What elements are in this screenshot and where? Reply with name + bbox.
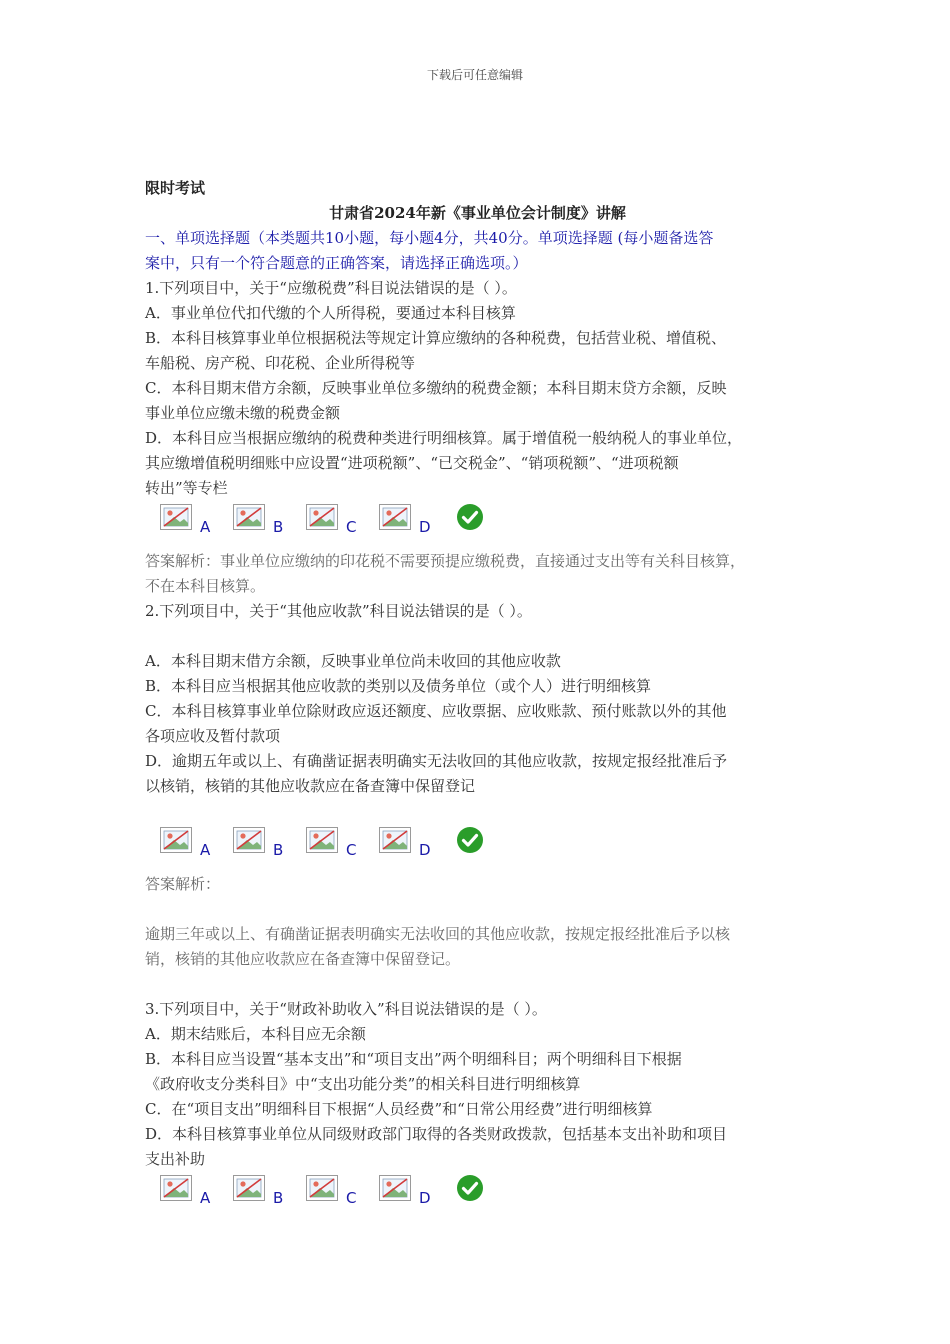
answer-option-c[interactable] bbox=[306, 1172, 366, 1210]
answer-option-d[interactable] bbox=[379, 501, 439, 539]
option-c-text: C．在“项目支出”明细科目下根据“人员经费”和“日常公用经费”进行明细核算 bbox=[145, 1100, 653, 1118]
answer-option-label: B bbox=[273, 518, 284, 536]
answer-option-d[interactable] bbox=[379, 1172, 439, 1210]
check-circle-icon bbox=[456, 1174, 484, 1206]
option-c-text-cont: 各项应收及暂付款项 bbox=[145, 727, 281, 745]
option-d-text-cont: 支出补助 bbox=[145, 1150, 206, 1168]
answer-option-a[interactable] bbox=[160, 824, 220, 862]
answer-option-label: D bbox=[419, 1189, 431, 1207]
answer-explanation-label: 答案解析： bbox=[145, 875, 221, 893]
answer-option-label: C bbox=[346, 841, 357, 859]
answer-explanation: 逾期三年或以上、有确凿证据表明确实无法收回的其他应收款，按规定报经批准后予以核 bbox=[145, 925, 731, 943]
answer-option-a[interactable] bbox=[160, 501, 220, 539]
option-d-text-cont: 其应缴增值税明细账中应设置“进项税额”、“已交税金”、“销项税额”、“进项税额 bbox=[145, 454, 679, 472]
answer-option-label: B bbox=[273, 1189, 284, 1207]
broken-image-icon bbox=[379, 504, 411, 534]
section-heading-line2: 案中，只有一个符合题意的正确答案，请选择正确选项。） bbox=[145, 254, 528, 272]
answer-option-label: A bbox=[200, 841, 211, 859]
answer-explanation-cont: 不在本科目核算。 bbox=[145, 577, 266, 595]
answer-option-c[interactable] bbox=[306, 501, 366, 539]
option-b-text: B．本科目应当根据其他应收款的类别以及债务单位（或个人）进行明细核算 bbox=[145, 677, 652, 695]
question-stem: 2.下列项目中，关于“其他应收款”科目说法错误的是（ ）。 bbox=[145, 602, 532, 620]
question-stem: 1.下列项目中，关于“应缴税费”科目说法错误的是（ ）。 bbox=[145, 279, 517, 297]
answer-option-label: D bbox=[419, 841, 431, 859]
option-b-text: B．本科目核算事业单位根据税法等规定计算应缴纳的各种税费，包括营业税、增值税、 bbox=[145, 329, 727, 347]
answer-option-b[interactable] bbox=[233, 1172, 293, 1210]
option-a-text: A．本科目期末借方余额，反映事业单位尚未收回的其他应收款 bbox=[145, 652, 561, 670]
answer-option-label: C bbox=[346, 518, 357, 536]
header-note: 下载后可任意编辑 bbox=[426, 68, 523, 82]
broken-image-icon bbox=[233, 827, 265, 857]
answer-row bbox=[160, 501, 810, 539]
broken-image-icon bbox=[379, 827, 411, 857]
option-c-text-cont: 事业单位应缴未缴的税费金额 bbox=[145, 404, 341, 422]
answer-option-a[interactable] bbox=[160, 1172, 220, 1210]
answer-option-b[interactable] bbox=[233, 824, 293, 862]
option-b-text-cont: 车船税、房产税、印花税、企业所得税等 bbox=[145, 354, 416, 372]
question-2 bbox=[145, 599, 810, 997]
answer-explanation-cont: 销，核销的其他应收款应在备查簿中保留登记。 bbox=[145, 950, 461, 968]
check-circle-icon bbox=[456, 503, 484, 535]
option-c-text: C．本科目核算事业单位除财政应返还额度、应收票据、应收账款、预付账款以外的其他 bbox=[145, 702, 727, 720]
broken-image-icon bbox=[160, 504, 192, 534]
broken-image-icon bbox=[160, 1175, 192, 1205]
answer-option-label: B bbox=[273, 841, 284, 859]
answer-option-d[interactable] bbox=[379, 824, 439, 862]
option-d-text-cont: 以核销，核销的其他应收款应在备查簿中保留登记 bbox=[145, 777, 476, 795]
question-stem: 3.下列项目中，关于“财政补助收入”科目说法错误的是（ ）。 bbox=[145, 1000, 547, 1018]
answer-option-c[interactable] bbox=[306, 824, 366, 862]
broken-image-icon bbox=[306, 1175, 338, 1205]
section-heading-line1: 一、单项选择题（本类题共10小题，每小题4分，共40分。单项选择题 (每小题备选答 bbox=[145, 229, 714, 247]
option-d-text: D．本科目应当根据应缴纳的税费种类进行明细核算。属于增值税一般纳税人的事业单位， bbox=[145, 429, 743, 447]
broken-image-icon bbox=[233, 1175, 265, 1205]
exam-label: 限时考试 bbox=[145, 179, 206, 197]
answer-explanation: 答案解析：事业单位应缴纳的印花税不需要预提应缴税费，直接通过支出等有关科目核算， bbox=[145, 552, 746, 570]
option-b-text-cont: 《政府收支分类科目》中“支出功能分类”的相关科目进行明细核算 bbox=[145, 1075, 581, 1093]
option-d-text: D．本科目核算事业单位从同级财政部门取得的各类财政拨款，包括基本支出补助和项目 bbox=[145, 1125, 728, 1143]
answer-option-label: A bbox=[200, 1189, 211, 1207]
option-c-text: C．本科目期末借方余额，反映事业单位多缴纳的税费金额；本科目期末贷方余额，反映 bbox=[145, 379, 727, 397]
answer-option-b[interactable] bbox=[233, 501, 293, 539]
question-1 bbox=[145, 276, 810, 599]
broken-image-icon bbox=[306, 827, 338, 857]
broken-image-icon bbox=[379, 1175, 411, 1205]
option-a-text: A．期末结账后，本科目应无余额 bbox=[145, 1025, 366, 1043]
check-circle-icon bbox=[456, 826, 484, 858]
exam-title: 甘肃省2024年新《事业单位会计制度》讲解 bbox=[329, 204, 626, 222]
answer-row bbox=[160, 824, 810, 862]
answer-option-label: D bbox=[419, 518, 431, 536]
exam-content bbox=[145, 176, 810, 1210]
broken-image-icon bbox=[160, 827, 192, 857]
option-a-text: A．事业单位代扣代缴的个人所得税，要通过本科目核算 bbox=[145, 304, 516, 322]
broken-image-icon bbox=[233, 504, 265, 534]
answer-option-label: A bbox=[200, 518, 211, 536]
option-b-text: B．本科目应当设置“基本支出”和“项目支出”两个明细科目；两个明细科目下根据 bbox=[145, 1050, 682, 1068]
answer-option-label: C bbox=[346, 1189, 357, 1207]
broken-image-icon bbox=[306, 504, 338, 534]
option-d-text-cont2: 转出”等专栏 bbox=[145, 479, 228, 497]
option-d-text: D．逾期五年或以上、有确凿证据表明确实无法收回的其他应收款，按规定报经批准后予 bbox=[145, 752, 728, 770]
question-3 bbox=[145, 997, 810, 1210]
answer-row bbox=[160, 1172, 810, 1210]
